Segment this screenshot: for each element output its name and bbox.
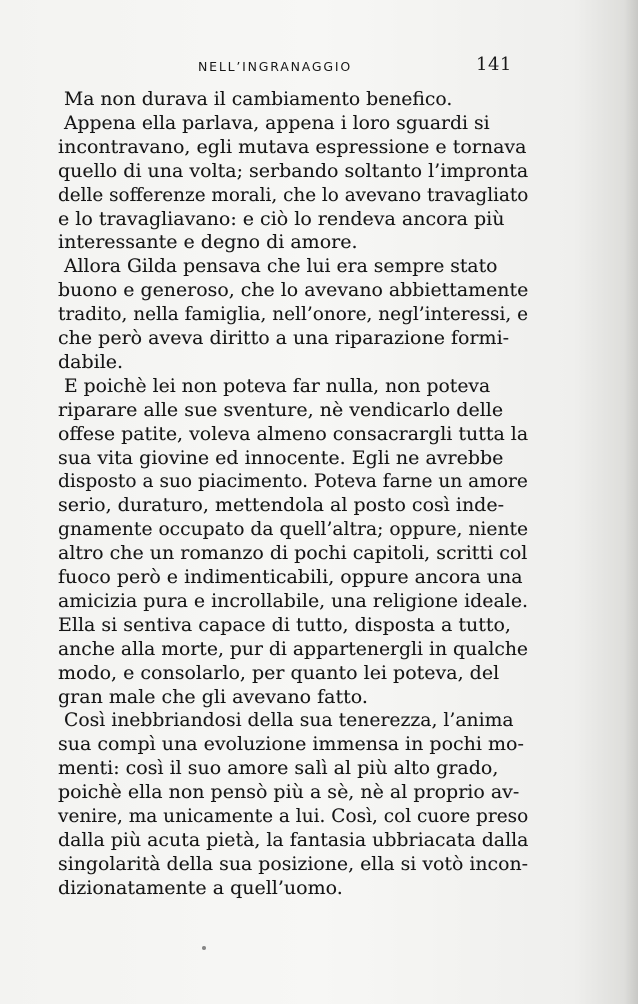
text-line: fuoco però e indimenticabili, oppure ancora una	[58, 566, 523, 588]
text-line: dabile.	[58, 350, 124, 373]
text-line: E poichè lei non poteva far nulla, non poteva	[64, 374, 491, 397]
text-body	[58, 86, 529, 899]
running-head	[0, 53, 638, 83]
text-line: disposto a suo piacimento. Poteva farne un amore	[58, 470, 528, 493]
text-line: offese patite, voleva almeno consacrargli tutta la	[58, 422, 529, 445]
text-line: incontravano, egli mutava espressione e tornava	[58, 135, 527, 158]
text-line: buono e generoso, che lo avevano abbiettamente	[58, 279, 529, 302]
running-title: NELL’INGRANAGGIO	[198, 59, 352, 74]
text-line: dizionatamente a quell’uomo.	[58, 876, 343, 899]
text-line: singolarità della sua posizione, ella si votò incon-	[58, 852, 529, 875]
text-line: sua vita giovine ed innocente. Egli ne avrebbe	[58, 446, 504, 469]
text-line: sua compì una evoluzione immensa in pochi mo-	[58, 733, 524, 756]
text-line: riparare alle sue sventure, nè vendicarlo delle	[58, 398, 504, 421]
page-number: 141	[476, 54, 512, 75]
text-line: interessante e degno di amore.	[58, 231, 358, 254]
text-line: gnamente occupato da quell’altra; oppure, niente	[58, 518, 529, 541]
text-line: dalla più acuta pietà, la fantasia ubbriacata dalla	[58, 828, 529, 851]
text-line: venire, ma unicamente a lui. Così, col cuore preso	[58, 805, 529, 827]
text-line: che però aveva diritto a una riparazione formi-	[58, 327, 510, 349]
page-edge-shadow	[624, 0, 638, 1004]
text-line: poichè ella non pensò più a sè, nè al proprio av-	[58, 781, 520, 804]
text-line: e lo travagliavano: e ciò lo rendeva ancora più	[58, 207, 505, 230]
text-line: Così inebbriandosi della sua tenerezza, l’anima	[64, 709, 514, 732]
text-line: anche alla morte, pur di appartenergli in qualche	[58, 637, 529, 660]
text-line: modo, e consolarlo, per quanto lei poteva, del	[58, 661, 500, 684]
text-line: quello di una volta; serbando soltanto l’impronta	[58, 159, 529, 182]
text-line: menti: così il suo amore salì al più alto grado,	[58, 757, 499, 780]
text-line: gran male che gli avevano fatto.	[58, 685, 368, 708]
text-line: serio, duraturo, mettendola al posto così inde-	[58, 494, 505, 517]
text-line: Allora Gilda pensava che lui era sempre stato	[64, 255, 498, 278]
print-speck	[202, 946, 206, 950]
text-line: tradito, nella famiglia, nell’onore, negl’interessi, e	[58, 303, 529, 326]
text-line: Ma non durava il cambiamento benefico.	[64, 88, 453, 110]
text-line: altro che un romanzo di pochi capitoli, scritti col	[58, 542, 528, 565]
text-line: delle sofferenze morali, che lo avevano travagliato	[58, 183, 529, 206]
text-line: amicizia pura e incrollabile, una religione ideale.	[58, 589, 529, 612]
text-line: Appena ella parlava, appena i loro sguardi si	[64, 111, 490, 134]
text-line: Ella si sentiva capace di tutto, disposta a tutto,	[58, 613, 511, 636]
